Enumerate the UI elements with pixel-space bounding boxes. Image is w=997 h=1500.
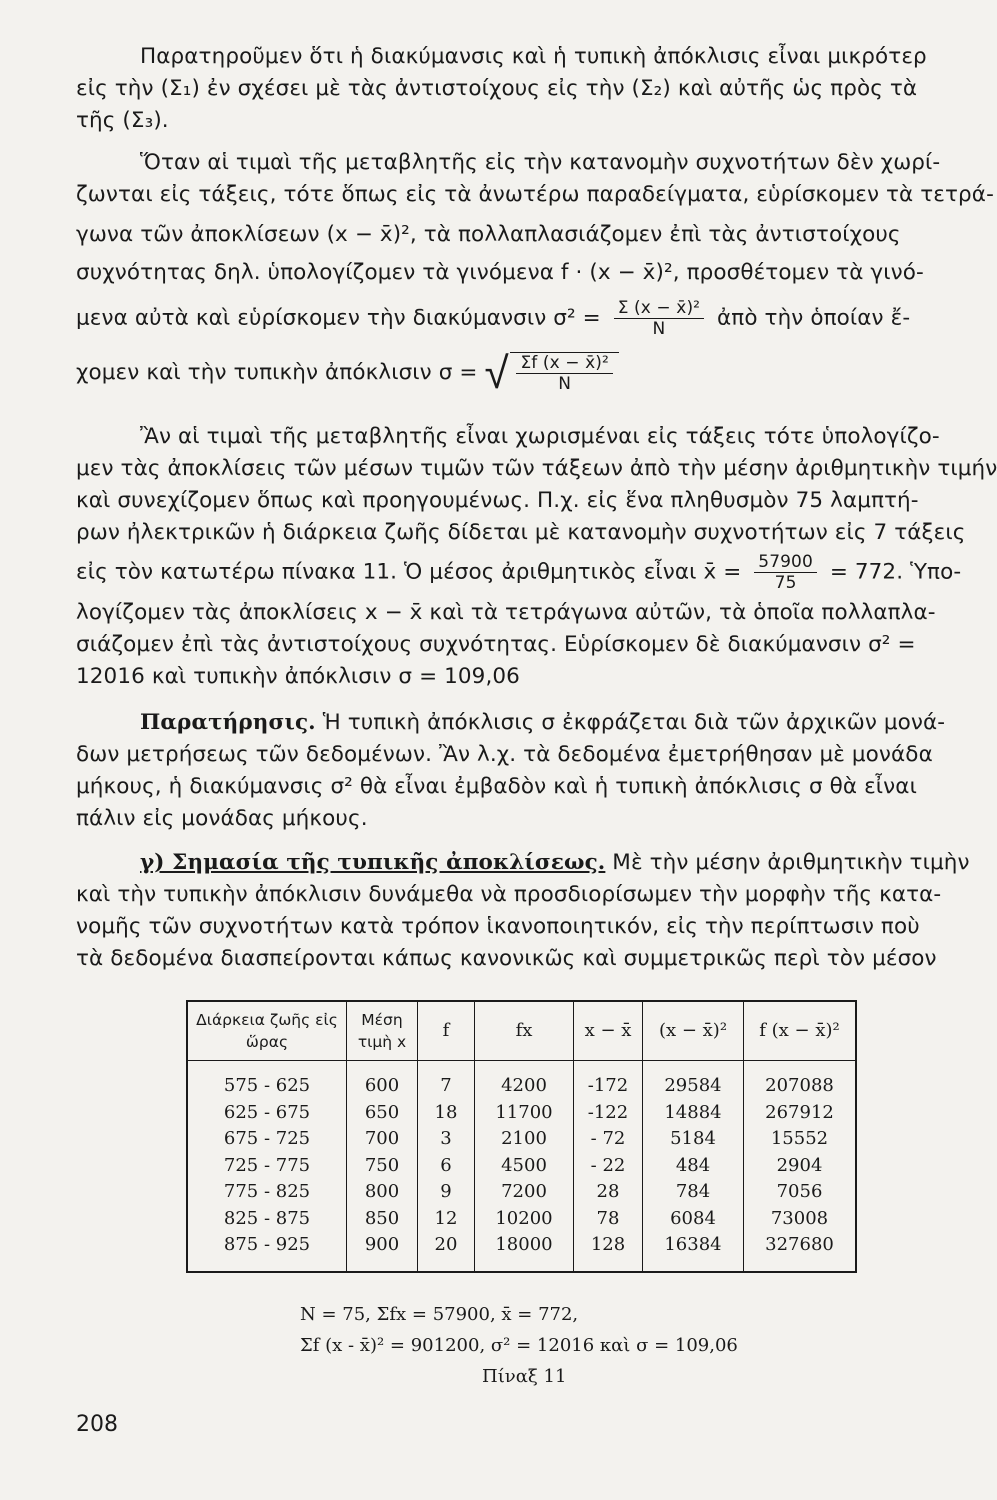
text-line [140,710,945,736]
table-cell: 4200 [475,1061,574,1100]
table-cell: 900 [347,1232,418,1272]
table-row [187,1100,856,1127]
text-line: γωνα τῶν ἀποκλίσεων (x − x̄)², τὰ πολλαπλασιάζομεν ἐπὶ τὰς ἀντιστοίχους [76,222,901,247]
table-cell: 6084 [643,1206,744,1233]
text-line-with-formula [76,348,619,399]
table-cell: 675 - 725 [187,1126,347,1153]
fraction-denominator: 75 [774,573,797,593]
table-cell: 10200 [475,1206,574,1233]
text-line: σιάζομεν ἐπὶ τὰς ἀντιστοίχους συχνότητας. Εὑρίσκομεν δὲ διακύμανσιν σ² = [76,632,916,657]
column-header: (x − x̄)² [643,1001,744,1061]
table-cell: 327680 [744,1232,857,1272]
table-cell: - 22 [574,1153,643,1180]
table-cell: 625 - 675 [187,1100,347,1127]
text-line: πάλιν εἰς μονάδας μήκους. [76,806,368,831]
text-line: 12016 καὶ τυπικὴν ἀπόκλισιν σ = 109,06 [76,664,520,689]
table-cell: 73008 [744,1206,857,1233]
text-line-with-formula [76,298,910,339]
table-cell: 5184 [643,1126,744,1153]
sd-fraction [516,353,612,394]
text-line: καὶ συνεχίζομεν ὅπως καὶ προηγουμένως. Π.χ. εἰς ἕνα πληθυσμὸν 75 λαμπτή- [76,488,919,513]
text-line: εἰς τὴν (Σ₁) ἐν σχέσει μὲ τὰς ἀντιστοίχους εἰς τὴν (Σ₂) καὶ αὐτῆς ὡς πρὸς τὰ [76,76,918,101]
table-row [187,1153,856,1180]
fraction-denominator: N [652,319,666,339]
table-cell: 7056 [744,1179,857,1206]
table-cell: 700 [347,1126,418,1153]
text-line: τῆς (Σ₃). [76,108,169,133]
table-cell: 7 [418,1061,475,1100]
table-cell: 7200 [475,1179,574,1206]
table-cell: 875 - 925 [187,1232,347,1272]
column-header: Διάρκεια ζωῆς εἰς ὥρας [187,1001,347,1061]
table-cell: 267912 [744,1100,857,1127]
text-line: δων μετρήσεως τῶν δεδομένων. Ἂν λ.χ. τὰ δεδομένα ἐμετρήθησαν μὲ μονάδα [76,742,933,767]
fraction-numerator: 57900 [754,552,817,573]
text-line: Παρατηροῦμεν ὅτι ἡ διακύμανσις καὶ ἡ τυπικὴ ἀπόκλισις εἶναι μικρότερ [140,44,927,69]
table-cell: - 72 [574,1126,643,1153]
table-cell: 3 [418,1126,475,1153]
table-row [187,1206,856,1233]
table-cell: 2100 [475,1126,574,1153]
text-line: Ἂν αἱ τιμαὶ τῆς μεταβλητῆς εἶναι χωρισμέναι εἰς τάξεις τότε ὑπολογίζο- [140,424,940,449]
table-cell: 207088 [744,1061,857,1100]
table-cell: 15552 [744,1126,857,1153]
table-cell: 750 [347,1153,418,1180]
table-cell: 725 - 775 [187,1153,347,1180]
text-segment: εἰς τὸν κατωτέρω πίνακα 11. Ὁ μέσος ἀριθμητικὸς εἶναι x̄ = [76,559,742,585]
column-header: fx [475,1001,574,1061]
table-cell: 4500 [475,1153,574,1180]
text-segment: Ἡ τυπικὴ ἀπόκλισις σ ἐκφράζεται διὰ τῶν ἀρχικῶν μονά- [315,710,946,735]
table-cell: 16384 [643,1232,744,1272]
table-cell: 14884 [643,1100,744,1127]
table-cell: 18 [418,1100,475,1127]
table-cell: 12 [418,1206,475,1233]
table-cell: 28 [574,1179,643,1206]
column-header: x − x̄ [574,1001,643,1061]
fraction-numerator: Σf (x − x̄)² [516,353,612,374]
text-segment: ἀπὸ τὴν ὁποίαν ἔ- [717,305,911,331]
table-cell: 11700 [475,1100,574,1127]
table-cell: -122 [574,1100,643,1127]
table-cell: 800 [347,1179,418,1206]
table-row [187,1061,856,1100]
mean-fraction [754,552,817,593]
table-row [187,1126,856,1153]
radical-icon: √ [484,348,509,399]
fraction-numerator: Σ (x − x̄)² [614,298,704,319]
text-line: ζωνται εἰς τάξεις, τότε ὅπως εἰς τὰ ἀνωτέρω παραδείγματα, εὑρίσκομεν τὰ τετρά- [76,182,994,207]
text-line: ρων ἠλεκτρικῶν ἡ διάρκεια ζωῆς δίδεται μὲ κατανομὴν συχνοτήτων εἰς 7 τάξεις [76,520,966,545]
text-line: μεν τὰς ἀποκλίσεις τῶν μέσων τιμῶν τῶν τάξεων ἀπὸ τὴν μέσην ἀριθμητικὴν τιμήν [76,456,997,481]
table-cell: 29584 [643,1061,744,1100]
remark-heading: Παρατήρησις. [140,710,316,735]
text-line: λογίζομεν τὰς ἀποκλίσεις x − x̄ καὶ τὰ τετράγωνα αὐτῶν, τὰ ὁποῖα πολλαπλα- [76,600,936,625]
table-cell: 784 [643,1179,744,1206]
text-segment: μενα αὐτὰ καὶ εὑρίσκομεν τὴν διακύμανσιν σ² = [76,305,601,331]
table-header-row [187,1001,856,1061]
square-root [484,348,618,399]
summary-line: N = 75, Σfx = 57900, x̄ = 772, [300,1304,579,1325]
fraction-denominator: N [558,374,572,394]
table-cell: 600 [347,1061,418,1100]
text-segment: Μὲ τὴν μέσην ἀριθμητικὴν τιμὴν [605,850,970,875]
table-cell: 850 [347,1206,418,1233]
text-segment: = 772. Ὑπο- [829,559,962,585]
table-row [187,1232,856,1272]
table-cell: 6 [418,1153,475,1180]
table-cell: -172 [574,1061,643,1100]
frequency-table [186,1000,857,1273]
variance-fraction [614,298,704,339]
text-line: Ὅταν αἱ τιμαὶ τῆς μεταβλητῆς εἰς τὴν κατανομὴν συχνοτήτων δὲν χωρί- [140,150,941,175]
table-cell: 18000 [475,1232,574,1272]
table-cell: 20 [418,1232,475,1272]
table-caption: Πίναξ 11 [482,1366,567,1387]
table-cell: 775 - 825 [187,1179,347,1206]
text-line-with-formula [76,552,961,593]
text-line: τὰ δεδομένα διασπείρονται κάπως κανονικῶς καὶ συμμετρικῶς περὶ τὸν μέσον [76,946,937,971]
table-cell: 825 - 875 [187,1206,347,1233]
column-header: f [418,1001,475,1061]
column-header: f (x − x̄)² [744,1001,857,1061]
table-cell: 78 [574,1206,643,1233]
table-cell: 128 [574,1232,643,1272]
table-cell: 650 [347,1100,418,1127]
text-line: καὶ τὴν τυπικὴν ἀπόκλισιν δυνάμεθα νὰ προσδιορίσωμεν τὴν μορφὴν τῆς κατα- [76,882,942,907]
table-cell: 9 [418,1179,475,1206]
table-cell: 484 [643,1153,744,1180]
summary-line: Σf (x - x̄)² = 901200, σ² = 12016 καὶ σ = 109,06 [300,1335,738,1356]
table-cell: 2904 [744,1153,857,1180]
text-line: συχνότητας δηλ. ὑπολογίζομεν τὰ γινόμενα f · (x − x̄)², προσθέτομεν τὰ γινό- [76,260,924,285]
text-line: νομῆς τῶν συχνοτήτων κατὰ τρόπον ἱκανοποιητικόν, εἰς τὴν περίπτωσιν ποὺ [76,914,920,939]
text-segment: χομεν καὶ τὴν τυπικὴν ἀπόκλισιν σ = [76,360,478,385]
section-heading: γ) Σημασία τῆς τυπικῆς ἀποκλίσεως. [140,850,606,875]
text-line: μήκους, ἡ διακύμανσις σ² θὰ εἶναι ἐμβαδὸν καὶ ἡ τυπικὴ ἀπόκλισις σ θὰ εἶναι [76,774,917,799]
column-header: Μέση τιμὴ x [347,1001,418,1061]
text-line [140,850,970,876]
table-row [187,1179,856,1206]
table-cell: 575 - 625 [187,1061,347,1100]
page-number: 208 [76,1412,118,1437]
